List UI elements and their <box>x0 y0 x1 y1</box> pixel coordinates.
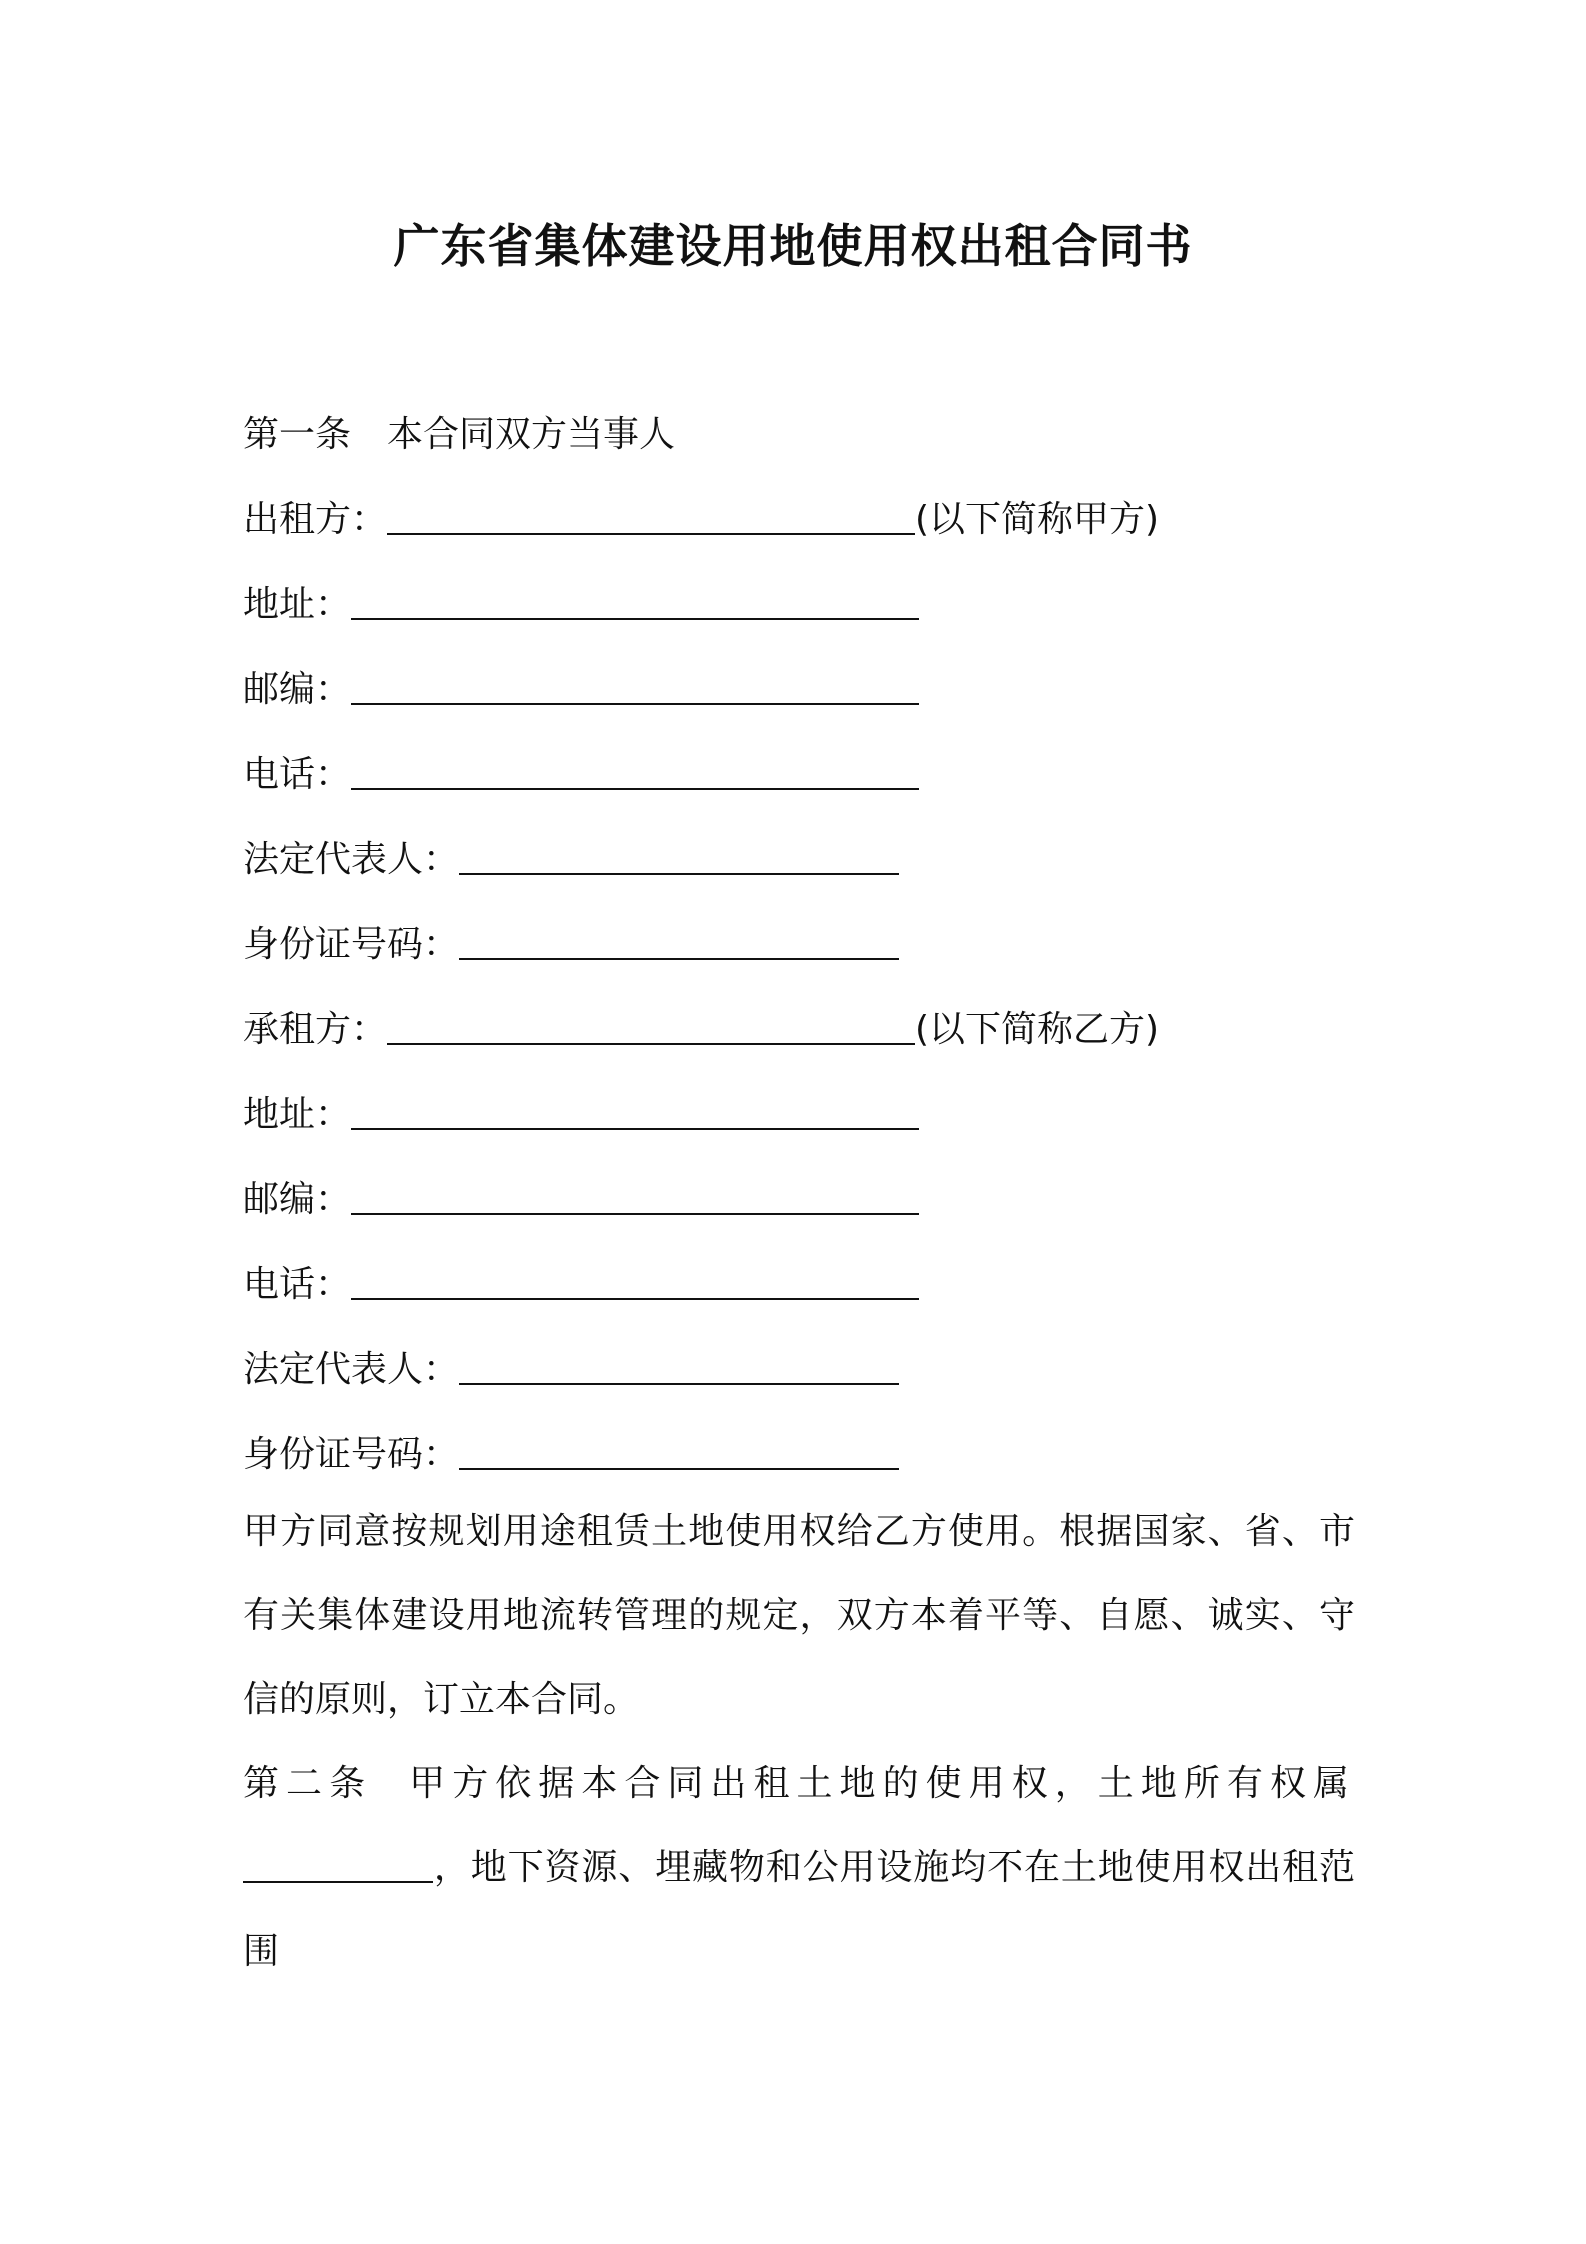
lessee-address-blank[interactable] <box>351 1090 919 1130</box>
lessee-phone-row <box>243 1260 919 1310</box>
lessor-legal-rep-row <box>243 835 899 885</box>
lessor-id-blank[interactable] <box>459 920 899 960</box>
lessee-postcode-label: 邮编： <box>243 1179 352 1220</box>
article1-number: 第一条 <box>243 414 352 455</box>
lessee-phone-blank[interactable] <box>351 1260 919 1300</box>
lessee-address-row <box>243 1090 919 1140</box>
lessor-id-label: 身份证号码： <box>243 924 460 965</box>
lessee-row <box>243 1005 1159 1055</box>
lessee-suffix: (以下简称乙方) <box>915 1009 1160 1050</box>
lessor-row <box>243 495 1159 545</box>
lessor-postcode-row <box>243 665 919 715</box>
lessee-postcode-row <box>243 1175 919 1225</box>
lessor-address-row <box>243 580 919 630</box>
lessor-postcode-blank[interactable] <box>351 665 919 705</box>
lessee-id-row <box>243 1430 899 1480</box>
lessee-legal-rep-label: 法定代表人： <box>243 1349 460 1390</box>
preamble-paragraph: 甲方同意按规划用途租赁土地使用权给乙方使用。根据国家、省、市有关集体建设用地流转管理的规定，双方本着平等、自愿、诚实、守信的原则，订立本合同。 <box>243 1511 1355 1720</box>
lessor-label: 出租方： <box>243 499 388 540</box>
lessor-suffix: (以下简称甲方) <box>915 499 1160 540</box>
article2-number: 第二条 <box>243 1763 373 1804</box>
lessor-address-label: 地址： <box>243 584 352 625</box>
lessee-name-blank[interactable] <box>387 1005 915 1045</box>
lessor-name-blank[interactable] <box>387 495 915 535</box>
article2-paragraph <box>243 1742 1355 1994</box>
lessee-id-blank[interactable] <box>459 1430 899 1470</box>
lessee-label: 承租方： <box>243 1009 388 1050</box>
lessee-id-label: 身份证号码： <box>243 1434 460 1475</box>
lessor-id-row <box>243 920 899 970</box>
article1-heading <box>243 410 675 460</box>
lessor-address-blank[interactable] <box>351 580 919 620</box>
lessor-legal-rep-label: 法定代表人： <box>243 839 460 880</box>
lessee-phone-label: 电话： <box>243 1264 352 1305</box>
article1-heading-text: 本合同双方当事人 <box>387 414 676 455</box>
lessor-legal-rep-blank[interactable] <box>459 835 899 875</box>
article2-text-part2: ，地下资源、埋藏物和公用设施均不在土地使用权出租范围 <box>243 1847 1355 1972</box>
lessor-phone-row <box>243 750 919 800</box>
article2-ownership-blank[interactable] <box>243 1843 433 1883</box>
lessee-postcode-blank[interactable] <box>351 1175 919 1215</box>
article2-text-part1: 甲方依据本合同出租土地的使用权，土地所有权属 <box>408 1763 1355 1804</box>
lessor-postcode-label: 邮编： <box>243 669 352 710</box>
lessee-legal-rep-row <box>243 1345 899 1395</box>
document-title: 广东省集体建设用地使用权出租合同书 <box>393 219 1193 273</box>
lessee-legal-rep-blank[interactable] <box>459 1345 899 1385</box>
lessor-phone-label: 电话： <box>243 754 352 795</box>
lessee-address-label: 地址： <box>243 1094 352 1135</box>
lessor-phone-blank[interactable] <box>351 750 919 790</box>
